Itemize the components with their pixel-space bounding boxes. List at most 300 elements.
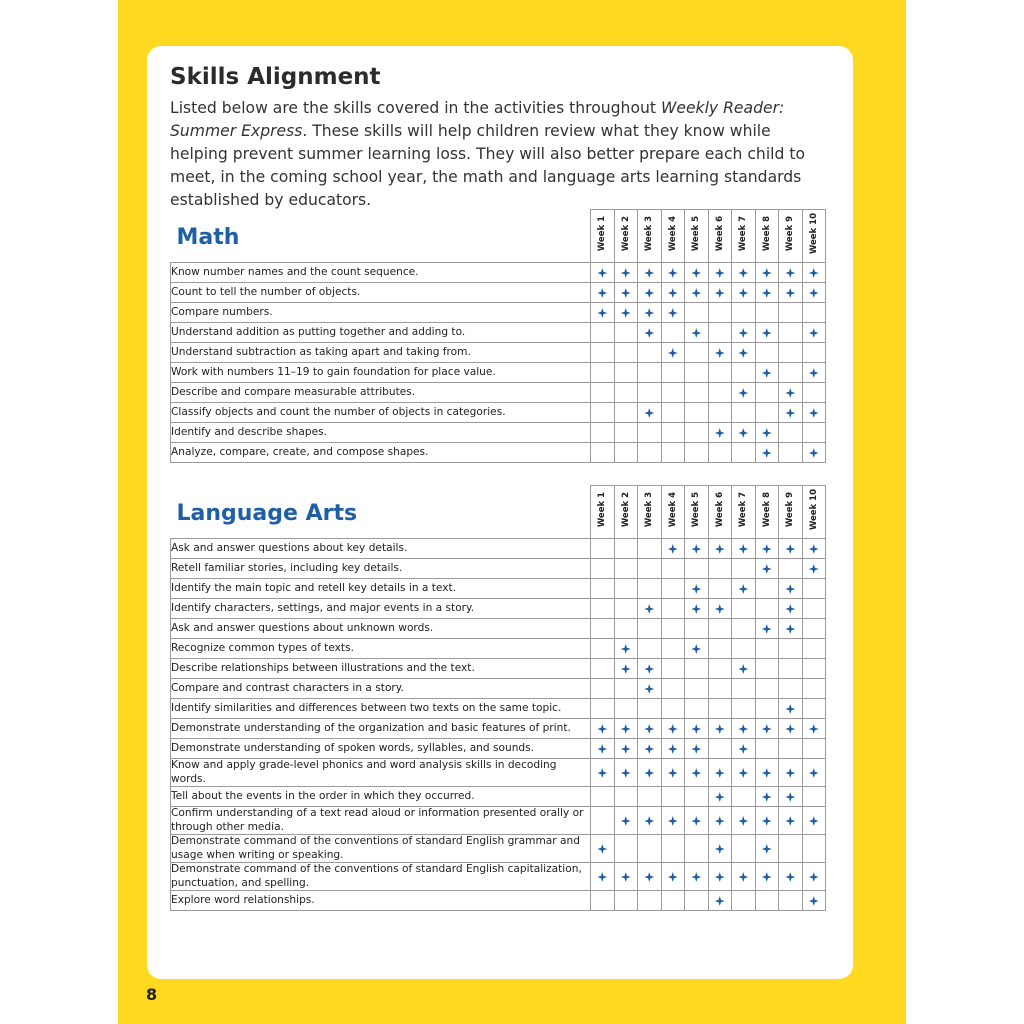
week-cell (732, 863, 756, 891)
week-cell (614, 639, 638, 659)
four-point-star-icon (785, 268, 795, 278)
week-cell (614, 699, 638, 719)
four-point-star-icon (785, 544, 795, 554)
week-cell (685, 403, 709, 423)
week-column-header (708, 486, 732, 539)
four-point-star-icon (738, 664, 748, 674)
week-cell (685, 559, 709, 579)
week-cell (591, 639, 615, 659)
skill-description: Ask and answer questions about unknown words. (171, 619, 591, 639)
week-cell (614, 383, 638, 403)
skill-row (171, 283, 826, 303)
week-cell (591, 343, 615, 363)
four-point-star-icon (738, 584, 748, 594)
week-cell (661, 423, 685, 443)
week-cell (591, 443, 615, 463)
week-label: Week 4 (667, 216, 678, 252)
four-point-star-icon (621, 724, 631, 734)
four-point-star-icon (809, 768, 819, 778)
four-point-star-icon (644, 408, 654, 418)
week-cell (591, 891, 615, 911)
week-label: Week 10 (808, 489, 819, 531)
four-point-star-icon (762, 792, 772, 802)
week-column-header (755, 210, 779, 263)
week-cell (661, 699, 685, 719)
week-cell (614, 343, 638, 363)
week-cell (802, 423, 826, 443)
week-cell (732, 263, 756, 283)
skill-description: Identify characters, settings, and major events in a story. (171, 599, 591, 619)
week-cell (591, 787, 615, 807)
language-arts-skills-table (170, 485, 826, 911)
four-point-star-icon (762, 768, 772, 778)
four-point-star-icon (644, 872, 654, 882)
week-cell (708, 303, 732, 323)
week-cell (638, 787, 662, 807)
week-label: Week 5 (691, 216, 702, 252)
week-cell (802, 659, 826, 679)
week-cell (779, 639, 803, 659)
week-cell (591, 739, 615, 759)
skill-row (171, 699, 826, 719)
week-cell (661, 363, 685, 383)
week-cell (755, 739, 779, 759)
week-cell (591, 699, 615, 719)
week-cell (802, 679, 826, 699)
week-cell (755, 719, 779, 739)
four-point-star-icon (809, 268, 819, 278)
week-cell (638, 739, 662, 759)
week-cell (802, 303, 826, 323)
week-cell (732, 619, 756, 639)
week-cell (708, 639, 732, 659)
week-cell (685, 807, 709, 835)
skill-row (171, 343, 826, 363)
week-cell (685, 759, 709, 787)
week-cell (708, 863, 732, 891)
skill-row (171, 639, 826, 659)
week-column-header (638, 486, 662, 539)
week-cell (779, 699, 803, 719)
week-cell (802, 443, 826, 463)
week-cell (638, 263, 662, 283)
four-point-star-icon (691, 744, 701, 754)
skill-row (171, 323, 826, 343)
week-cell (591, 263, 615, 283)
four-point-star-icon (785, 408, 795, 418)
week-cell (755, 699, 779, 719)
week-column-header (802, 486, 826, 539)
four-point-star-icon (715, 544, 725, 554)
week-cell (779, 383, 803, 403)
week-cell (755, 443, 779, 463)
week-cell (708, 403, 732, 423)
week-cell (614, 323, 638, 343)
four-point-star-icon (691, 644, 701, 654)
skill-description: Understand subtraction as taking apart and taking from. (171, 343, 591, 363)
week-column-header (614, 486, 638, 539)
week-cell (779, 443, 803, 463)
week-cell (614, 807, 638, 835)
skill-description: Understand addition as putting together and adding to. (171, 323, 591, 343)
week-cell (685, 539, 709, 559)
week-cell (755, 343, 779, 363)
week-cell (614, 303, 638, 323)
week-cell (638, 303, 662, 323)
four-point-star-icon (597, 268, 607, 278)
week-cell (755, 363, 779, 383)
week-cell (802, 579, 826, 599)
week-cell (591, 423, 615, 443)
four-point-star-icon (668, 268, 678, 278)
week-column-header (661, 486, 685, 539)
week-cell (779, 559, 803, 579)
four-point-star-icon (715, 348, 725, 358)
week-cell (591, 759, 615, 787)
week-cell (755, 863, 779, 891)
four-point-star-icon (785, 792, 795, 802)
skill-row (171, 263, 826, 283)
week-cell (614, 283, 638, 303)
week-cell (614, 787, 638, 807)
four-point-star-icon (785, 704, 795, 714)
four-point-star-icon (738, 872, 748, 882)
four-point-star-icon (809, 816, 819, 826)
skill-description: Ask and answer questions about key details. (171, 539, 591, 559)
week-cell (802, 559, 826, 579)
four-point-star-icon (644, 768, 654, 778)
week-cell (708, 323, 732, 343)
skill-description: Classify objects and count the number of objects in categories. (171, 403, 591, 423)
skill-row (171, 891, 826, 911)
week-cell (591, 679, 615, 699)
four-point-star-icon (715, 816, 725, 826)
week-cell (661, 263, 685, 283)
skill-row (171, 383, 826, 403)
week-cell (732, 759, 756, 787)
week-cell (708, 807, 732, 835)
week-column-header (779, 210, 803, 263)
week-cell (614, 739, 638, 759)
week-cell (779, 863, 803, 891)
page-heading: Skills Alignment (170, 64, 381, 90)
week-cell (661, 719, 685, 739)
skill-description: Identify and describe shapes. (171, 423, 591, 443)
skill-row (171, 403, 826, 423)
week-cell (802, 323, 826, 343)
week-cell (755, 787, 779, 807)
week-cell (755, 659, 779, 679)
week-column-header (755, 486, 779, 539)
week-column-header (591, 486, 615, 539)
skill-row (171, 739, 826, 759)
skill-description: Know and apply grade-level phonics and word analysis skills in decoding words. (171, 759, 591, 787)
week-cell (685, 383, 709, 403)
four-point-star-icon (691, 724, 701, 734)
four-point-star-icon (668, 872, 678, 882)
week-cell (685, 323, 709, 343)
week-cell (614, 403, 638, 423)
skill-description: Explore word relationships. (171, 891, 591, 911)
four-point-star-icon (621, 744, 631, 754)
week-cell (708, 383, 732, 403)
four-point-star-icon (691, 544, 701, 554)
four-point-star-icon (644, 664, 654, 674)
week-cell (661, 599, 685, 619)
week-cell (755, 599, 779, 619)
week-cell (685, 343, 709, 363)
week-cell (638, 423, 662, 443)
four-point-star-icon (644, 724, 654, 734)
week-cell (614, 835, 638, 863)
week-cell (802, 739, 826, 759)
week-cell (661, 403, 685, 423)
week-cell (685, 699, 709, 719)
week-label: Week 8 (761, 492, 772, 528)
week-cell (614, 599, 638, 619)
skill-description: Identify similarities and differences between two texts on the same topic. (171, 699, 591, 719)
week-label: Week 9 (785, 492, 796, 528)
language-arts-section-title: Language Arts (171, 486, 591, 539)
skill-row (171, 539, 826, 559)
week-cell (732, 835, 756, 863)
week-cell (755, 807, 779, 835)
week-cell (591, 559, 615, 579)
four-point-star-icon (715, 844, 725, 854)
week-cell (638, 323, 662, 343)
week-column-header (661, 210, 685, 263)
week-cell (591, 539, 615, 559)
week-cell (591, 807, 615, 835)
week-cell (661, 679, 685, 699)
week-cell (755, 619, 779, 639)
four-point-star-icon (715, 792, 725, 802)
four-point-star-icon (621, 872, 631, 882)
four-point-star-icon (809, 724, 819, 734)
week-cell (685, 739, 709, 759)
week-cell (661, 323, 685, 343)
week-column-header (685, 486, 709, 539)
week-cell (779, 363, 803, 383)
intro-book-title: Weekly Reader: Summer Express (170, 99, 785, 140)
week-cell (614, 719, 638, 739)
week-cell (755, 403, 779, 423)
skill-description: Compare and contrast characters in a story. (171, 679, 591, 699)
week-cell (779, 303, 803, 323)
week-cell (685, 863, 709, 891)
four-point-star-icon (644, 328, 654, 338)
week-cell (779, 423, 803, 443)
week-cell (661, 659, 685, 679)
skill-row (171, 835, 826, 863)
week-cell (779, 323, 803, 343)
four-point-star-icon (644, 268, 654, 278)
week-cell (732, 639, 756, 659)
week-cell (708, 599, 732, 619)
four-point-star-icon (785, 872, 795, 882)
week-cell (708, 539, 732, 559)
week-cell (685, 659, 709, 679)
week-cell (591, 579, 615, 599)
week-column-header (708, 210, 732, 263)
week-cell (802, 263, 826, 283)
week-cell (591, 283, 615, 303)
week-cell (614, 659, 638, 679)
skill-row (171, 443, 826, 463)
four-point-star-icon (691, 604, 701, 614)
week-cell (802, 383, 826, 403)
week-cell (732, 383, 756, 403)
week-cell (685, 423, 709, 443)
week-cell (591, 383, 615, 403)
four-point-star-icon (691, 328, 701, 338)
week-cell (685, 443, 709, 463)
week-cell (685, 891, 709, 911)
four-point-star-icon (785, 768, 795, 778)
week-cell (755, 283, 779, 303)
week-label: Week 7 (738, 216, 749, 252)
week-cell (732, 579, 756, 599)
week-label: Week 6 (714, 492, 725, 528)
four-point-star-icon (691, 768, 701, 778)
week-cell (708, 835, 732, 863)
week-cell (802, 719, 826, 739)
four-point-star-icon (715, 604, 725, 614)
four-point-star-icon (738, 816, 748, 826)
four-point-star-icon (597, 288, 607, 298)
four-point-star-icon (762, 564, 772, 574)
week-cell (661, 807, 685, 835)
four-point-star-icon (785, 724, 795, 734)
week-cell (614, 619, 638, 639)
week-cell (614, 759, 638, 787)
week-cell (732, 443, 756, 463)
four-point-star-icon (597, 872, 607, 882)
week-cell (732, 343, 756, 363)
week-cell (802, 599, 826, 619)
four-point-star-icon (644, 308, 654, 318)
week-cell (638, 403, 662, 423)
week-label: Week 2 (620, 216, 631, 252)
week-cell (732, 659, 756, 679)
week-cell (661, 343, 685, 363)
week-cell (708, 283, 732, 303)
four-point-star-icon (809, 544, 819, 554)
week-cell (638, 599, 662, 619)
week-cell (755, 383, 779, 403)
skill-description: Compare numbers. (171, 303, 591, 323)
week-cell (614, 679, 638, 699)
intro-paragraph (170, 97, 830, 212)
week-cell (779, 787, 803, 807)
week-label: Week 8 (761, 216, 772, 252)
math-skills-table (170, 209, 826, 463)
week-cell (732, 787, 756, 807)
four-point-star-icon (738, 744, 748, 754)
week-column-header (591, 210, 615, 263)
math-section-title: Math (171, 210, 591, 263)
four-point-star-icon (762, 268, 772, 278)
four-point-star-icon (621, 288, 631, 298)
skill-row (171, 619, 826, 639)
week-cell (779, 579, 803, 599)
week-cell (591, 323, 615, 343)
week-cell (661, 559, 685, 579)
week-cell (802, 619, 826, 639)
skill-description: Demonstrate understanding of the organization and basic features of print. (171, 719, 591, 739)
week-cell (661, 579, 685, 599)
week-cell (661, 619, 685, 639)
week-cell (755, 423, 779, 443)
week-cell (779, 619, 803, 639)
four-point-star-icon (738, 268, 748, 278)
week-cell (708, 659, 732, 679)
week-cell (661, 891, 685, 911)
week-cell (732, 739, 756, 759)
week-cell (802, 863, 826, 891)
week-cell (591, 303, 615, 323)
week-column-header (685, 210, 709, 263)
week-column-header (614, 210, 638, 263)
four-point-star-icon (809, 564, 819, 574)
week-cell (614, 863, 638, 891)
four-point-star-icon (691, 268, 701, 278)
week-cell (614, 579, 638, 599)
week-cell (708, 559, 732, 579)
week-cell (779, 759, 803, 787)
week-cell (638, 539, 662, 559)
week-cell (732, 363, 756, 383)
four-point-star-icon (621, 816, 631, 826)
four-point-star-icon (691, 816, 701, 826)
week-cell (802, 787, 826, 807)
four-point-star-icon (809, 408, 819, 418)
four-point-star-icon (809, 328, 819, 338)
week-cell (661, 639, 685, 659)
week-cell (779, 739, 803, 759)
four-point-star-icon (668, 816, 678, 826)
four-point-star-icon (738, 288, 748, 298)
week-label: Week 4 (667, 492, 678, 528)
four-point-star-icon (691, 288, 701, 298)
week-cell (708, 579, 732, 599)
week-cell (685, 639, 709, 659)
week-cell (779, 283, 803, 303)
four-point-star-icon (621, 664, 631, 674)
four-point-star-icon (738, 768, 748, 778)
week-cell (661, 539, 685, 559)
week-cell (685, 363, 709, 383)
week-cell (638, 891, 662, 911)
week-cell (638, 835, 662, 863)
intro-prefix: Listed below are the skills covered in the activities throughout (170, 99, 661, 117)
four-point-star-icon (785, 288, 795, 298)
four-point-star-icon (785, 816, 795, 826)
week-cell (708, 619, 732, 639)
week-cell (732, 891, 756, 911)
week-cell (802, 363, 826, 383)
week-label: Week 2 (620, 492, 631, 528)
week-cell (732, 559, 756, 579)
four-point-star-icon (762, 624, 772, 634)
week-cell (685, 263, 709, 283)
week-cell (685, 619, 709, 639)
four-point-star-icon (809, 288, 819, 298)
four-point-star-icon (621, 268, 631, 278)
week-label: Week 1 (597, 216, 608, 252)
four-point-star-icon (809, 368, 819, 378)
week-cell (591, 619, 615, 639)
